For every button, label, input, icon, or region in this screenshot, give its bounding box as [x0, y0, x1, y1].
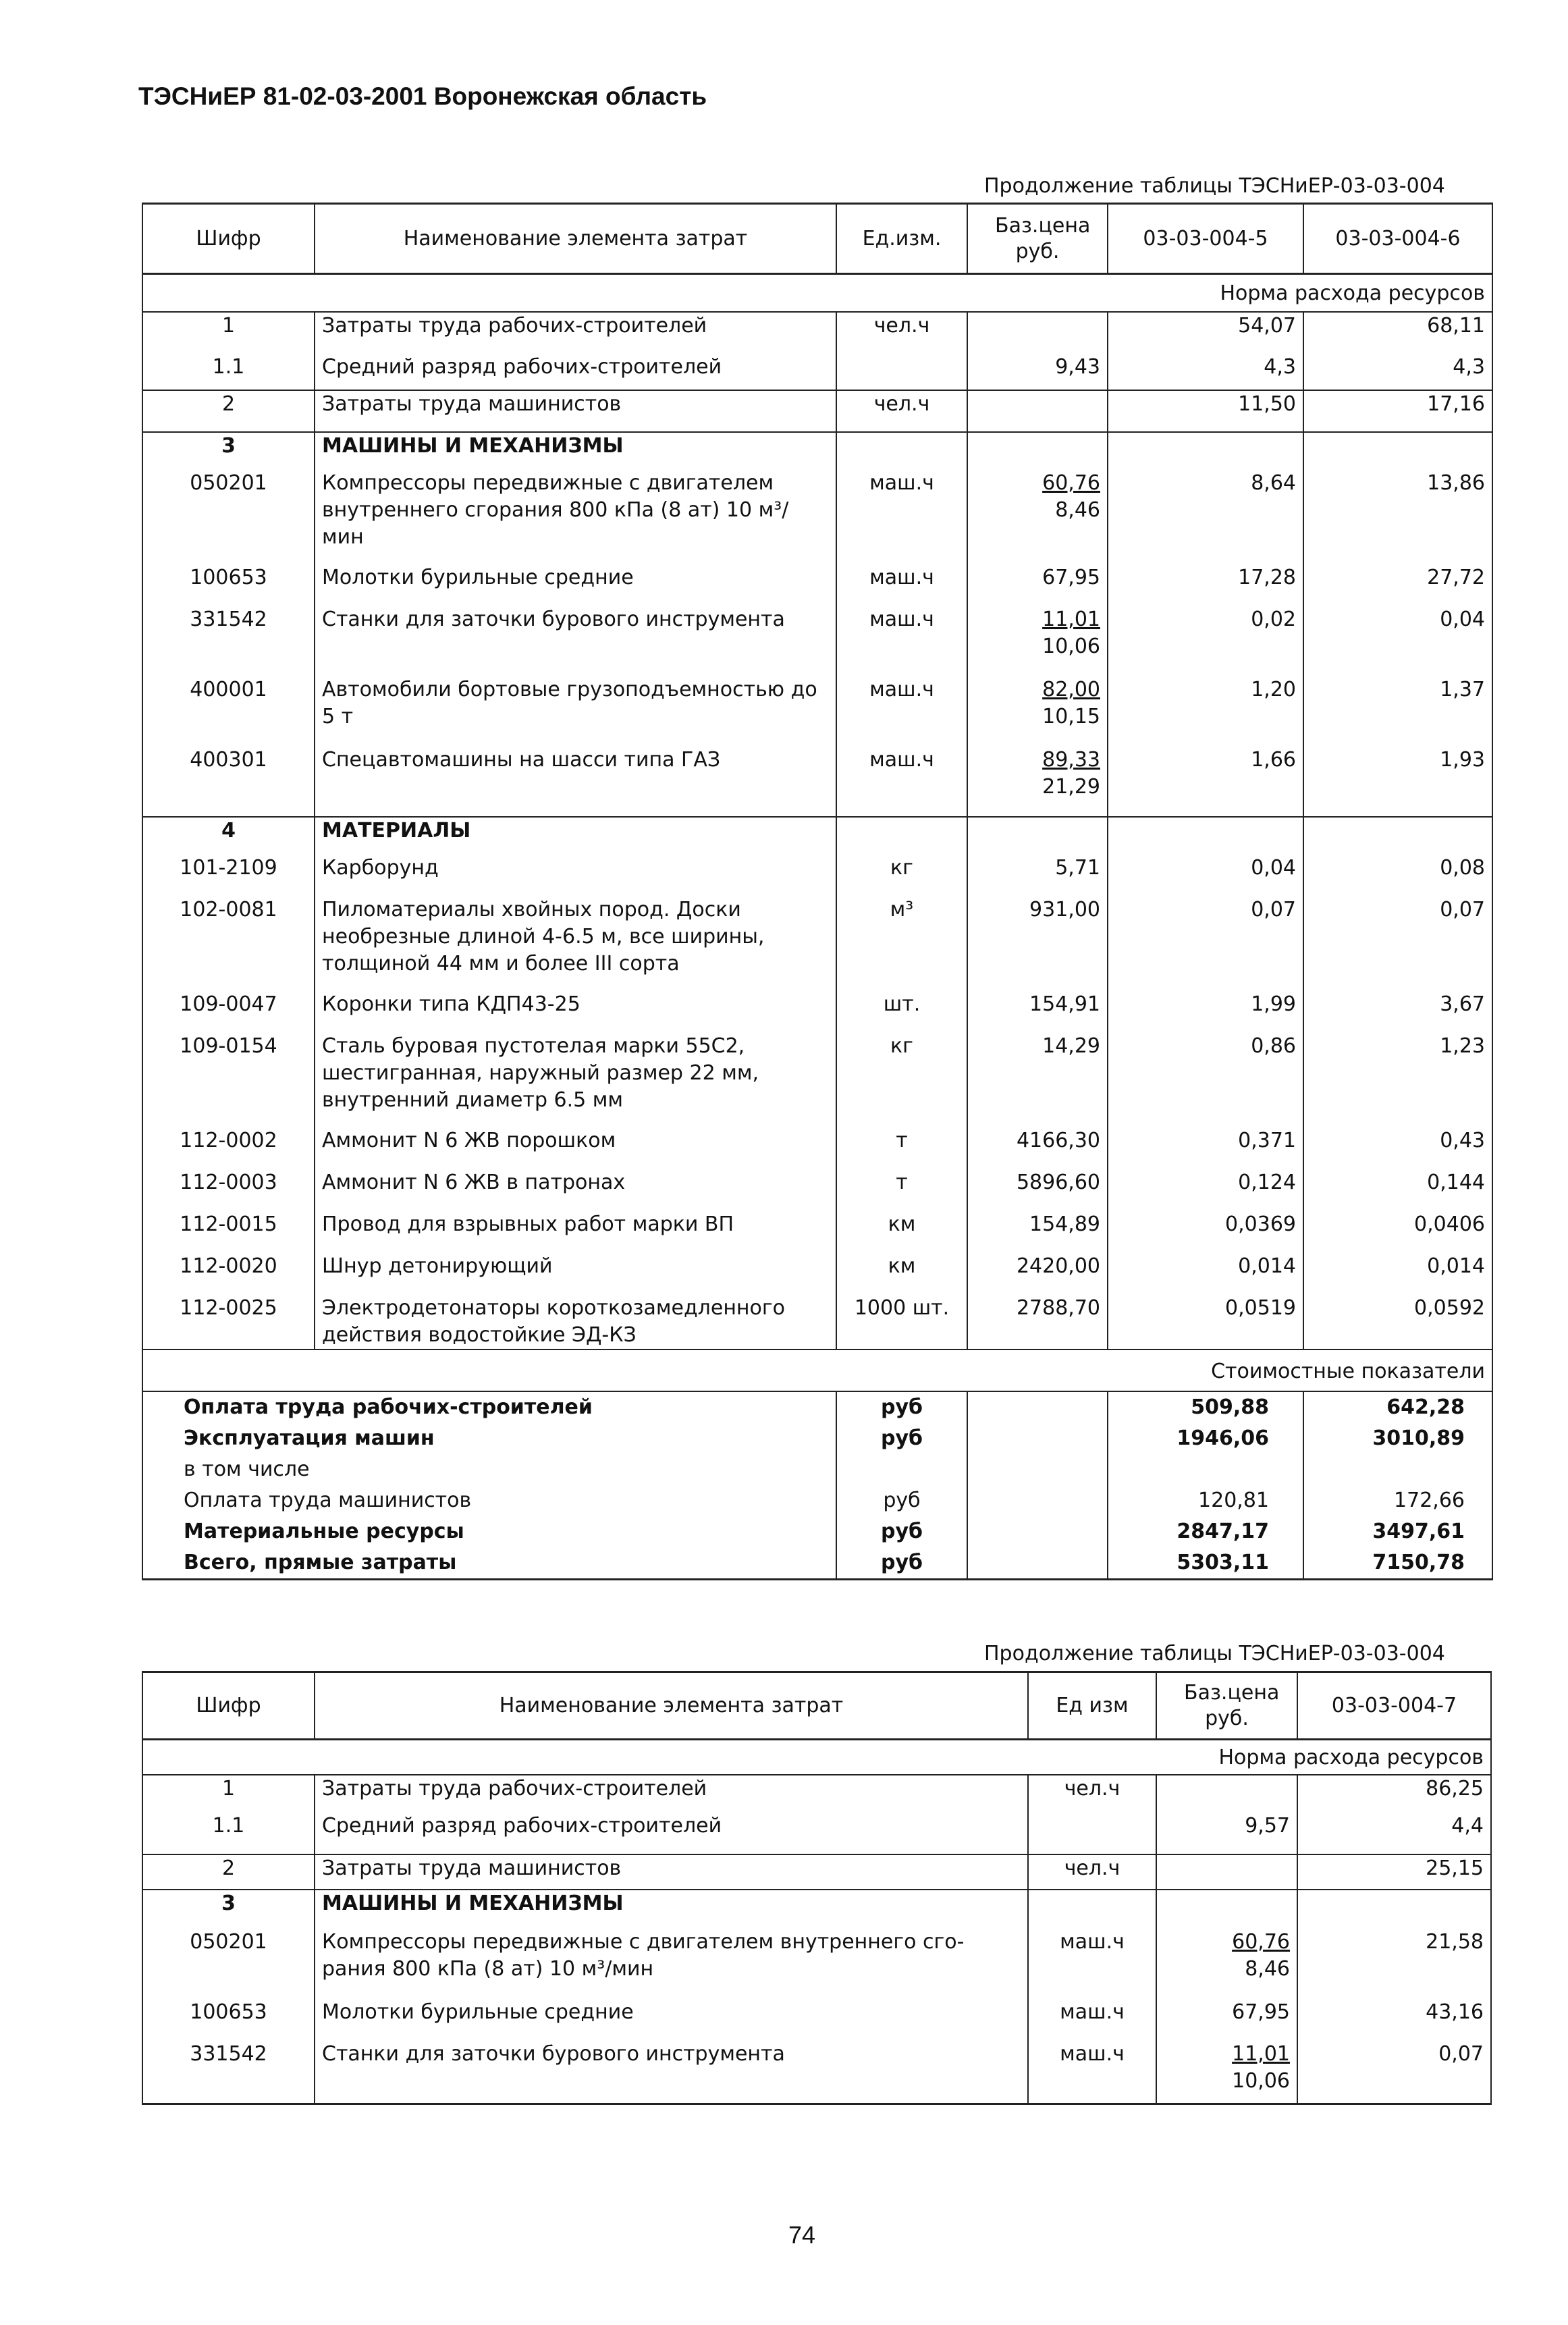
cost-label: Стоимостные показатели — [142, 1349, 1492, 1391]
cost-unit: руб — [836, 1423, 967, 1454]
base-price: 2420,00 — [1016, 1254, 1100, 1278]
norm-value-v6: 0,07 — [1303, 897, 1492, 991]
resource-name: Аммонит N 6 ЖВ порошком — [315, 1127, 836, 1169]
resource-name: Карборунд — [315, 855, 836, 897]
resource-name: Станки для заточки бурового инструмента — [315, 2041, 1028, 2104]
base-price-cell — [967, 897, 1108, 991]
resource-name: Коронки типа КДП43-25 — [315, 991, 836, 1033]
table-row — [142, 1775, 1491, 1813]
cost-value-5: 1946,06 — [1108, 1423, 1303, 1454]
table-row — [142, 354, 1492, 390]
base-price: 11,01 — [1232, 2041, 1290, 2066]
page-number: 74 — [788, 2221, 816, 2249]
norm-value-v6 — [1303, 432, 1492, 470]
base-price: 67,95 — [1232, 2000, 1290, 2024]
norm-value-v6: 0,04 — [1303, 606, 1492, 676]
base-price-machinist: 10,06 — [1042, 634, 1100, 658]
norm-value-v5: 0,04 — [1108, 855, 1303, 897]
table-row — [142, 817, 1492, 855]
norm-label: Норма расхода ресурсов — [142, 1740, 1491, 1775]
col-header-03-03-004-6: 03-03-004-6 — [1303, 204, 1492, 274]
cost-value-6 — [1303, 1454, 1492, 1485]
norm-value-v6: 0,144 — [1303, 1169, 1492, 1211]
resource-name: Затраты труда машинистов — [315, 1854, 1028, 1890]
norm-value-v5: 0,371 — [1108, 1127, 1303, 1169]
document-title: ТЭСНиЕР 81-02-03-2001 Воронежская область — [138, 82, 707, 110]
norm-value-v5: 0,07 — [1108, 897, 1303, 991]
resource-unit: чел.ч — [1028, 1775, 1156, 1813]
resource-name: Затраты труда рабочих-строителей — [315, 312, 836, 354]
base-price-cell — [1156, 1890, 1297, 1929]
table-row — [142, 312, 1492, 354]
resource-code: 1 — [142, 312, 315, 354]
col-header-code: Шифр — [142, 1672, 315, 1740]
resource-name: МАШИНЫ И МЕХАНИЗМЫ — [315, 432, 836, 470]
cost-value-5: 5303,11 — [1108, 1547, 1303, 1580]
resource-code: 331542 — [142, 2041, 315, 2104]
norm-value-v6: 0,43 — [1303, 1127, 1492, 1169]
cost-label-text: Оплата труда машинистов — [142, 1485, 836, 1516]
norm-value-v5: 0,0369 — [1108, 1211, 1303, 1253]
cost-value-6: 3010,89 — [1303, 1423, 1492, 1454]
base-price-cell — [967, 470, 1108, 564]
base-price-cell — [967, 354, 1108, 390]
norm-value-v6 — [1303, 817, 1492, 855]
cost-row — [142, 1516, 1492, 1547]
base-price: 9,57 — [1245, 1813, 1290, 1838]
cost-empty — [967, 1547, 1108, 1580]
table-row — [142, 1929, 1491, 1999]
cost-value-6: 7150,78 — [1303, 1547, 1492, 1580]
resource-unit: маш.ч — [1028, 2041, 1156, 2104]
resource-code: 102-0081 — [142, 897, 315, 991]
base-price-cell — [1156, 1813, 1297, 1854]
base-price: 14,29 — [1042, 1034, 1100, 1058]
resource-table-2 — [142, 1671, 1492, 2105]
norm-value-v5: 1,20 — [1108, 676, 1303, 747]
cost-empty — [967, 1516, 1108, 1547]
resource-name: Автомобили бортовые грузоподъемностью до 5 т — [315, 676, 836, 747]
cost-unit: руб — [836, 1547, 967, 1580]
resource-unit: 1000 шт. — [836, 1295, 967, 1349]
table-row — [142, 676, 1492, 747]
resource-code: 1.1 — [142, 1813, 315, 1854]
cost-empty — [967, 1454, 1108, 1485]
base-price-cell — [967, 606, 1108, 676]
cost-unit — [836, 1454, 967, 1485]
resource-name: Электродетонаторы короткозамедленного действия водостойкие ЭД-КЗ — [315, 1295, 836, 1349]
table-row — [142, 1295, 1492, 1349]
norm-value-v6: 17,16 — [1303, 390, 1492, 432]
resource-name: Сталь буровая пустотелая марки 55С2, шестигранная, наружный размер 22 мм, внутренний диаметр 6.5 мм — [315, 1033, 836, 1127]
resource-code: 1.1 — [142, 354, 315, 390]
resource-name: Станки для заточки бурового инструмента — [315, 606, 836, 676]
resource-name: МАТЕРИАЛЫ — [315, 817, 836, 855]
resource-unit: маш.ч — [836, 676, 967, 747]
cost-empty — [967, 1485, 1108, 1516]
table-row — [142, 1169, 1492, 1211]
resource-code: 4 — [142, 817, 315, 855]
cost-empty — [967, 1423, 1108, 1454]
norm-value-v5: 0,86 — [1108, 1033, 1303, 1127]
base-price-machinist: 21,29 — [1042, 774, 1100, 799]
cost-row — [142, 1547, 1492, 1580]
col-header-name: Наименование элемента затрат — [315, 1672, 1028, 1740]
resource-unit: маш.ч — [836, 564, 967, 606]
base-price: 4166,30 — [1016, 1128, 1100, 1152]
col-header-base-price: Баз.цена руб. — [967, 204, 1108, 274]
resource-unit — [836, 354, 967, 390]
norm-value-v6: 0,014 — [1303, 1253, 1492, 1295]
table2-caption: Продолжение таблицы ТЭСНиЕР-03-03-004 — [984, 1642, 1445, 1665]
norm-value-v5: 54,07 — [1108, 312, 1303, 354]
resource-unit: км — [836, 1253, 967, 1295]
cost-row — [142, 1485, 1492, 1516]
table-row — [142, 432, 1492, 470]
resource-name: Средний разряд рабочих-строителей — [315, 1813, 1028, 1854]
cost-value-6: 172,66 — [1303, 1485, 1492, 1516]
cost-value-5: 120,81 — [1108, 1485, 1303, 1516]
col-header-code: Шифр — [142, 204, 315, 274]
cost-row — [142, 1391, 1492, 1423]
norm-value-v6: 3,67 — [1303, 991, 1492, 1033]
norm-label-row — [142, 1740, 1491, 1775]
resource-code: 1 — [142, 1775, 315, 1813]
table1-caption: Продолжение таблицы ТЭСНиЕР-03-03-004 — [984, 174, 1445, 198]
resource-code: 400001 — [142, 676, 315, 747]
table-row — [142, 564, 1492, 606]
cost-label-text: в том числе — [142, 1454, 836, 1485]
base-price-cell — [967, 817, 1108, 855]
cost-label-text: Оплата труда рабочих-строителей — [142, 1391, 836, 1423]
table-row — [142, 2041, 1491, 2104]
base-price-cell — [967, 1253, 1108, 1295]
norm-value-v6: 13,86 — [1303, 470, 1492, 564]
base-price-cell — [1156, 2041, 1297, 2104]
base-price: 5,71 — [1055, 855, 1100, 880]
base-price-cell — [1156, 1854, 1297, 1890]
resource-code: 101-2109 — [142, 855, 315, 897]
resource-name: Молотки бурильные средние — [315, 1999, 1028, 2041]
resource-code: 331542 — [142, 606, 315, 676]
resource-unit: маш.ч — [1028, 1999, 1156, 2041]
table-row — [142, 390, 1492, 432]
base-price-cell — [967, 991, 1108, 1033]
resource-unit: маш.ч — [1028, 1929, 1156, 1999]
resource-name: Провод для взрывных работ марки ВП — [315, 1211, 836, 1253]
norm-label: Норма расхода ресурсов — [142, 274, 1492, 312]
norm-value-v6: 0,0406 — [1303, 1211, 1492, 1253]
resource-unit: м³ — [836, 897, 967, 991]
table2-header-row — [142, 1672, 1491, 1740]
cost-value-5: 509,88 — [1108, 1391, 1303, 1423]
resource-code: 3 — [142, 1890, 315, 1929]
resource-unit: чел.ч — [836, 390, 967, 432]
resource-unit: кг — [836, 1033, 967, 1127]
norm-value-v7: 25,15 — [1297, 1854, 1491, 1890]
resource-unit: чел.ч — [836, 312, 967, 354]
cost-value-5 — [1108, 1454, 1303, 1485]
resource-name: Компрессоры передвижные с двигателем внутреннего сгорания 800 кПа (8 ат) 10 м³/мин — [315, 470, 836, 564]
resource-code: 112-0020 — [142, 1253, 315, 1295]
cost-value-6: 3497,61 — [1303, 1516, 1492, 1547]
base-price-cell — [967, 1033, 1108, 1127]
resource-name: Пиломатериалы хвойных пород. Доски необрезные длиной 4-6.5 м, все ширины, толщиной 44 мм и более III сорта — [315, 897, 836, 991]
base-price-cell — [967, 1211, 1108, 1253]
table-row — [142, 1999, 1491, 2041]
base-price-cell — [967, 676, 1108, 747]
resource-code: 112-0003 — [142, 1169, 315, 1211]
table1-header-row — [142, 204, 1492, 274]
resource-unit: т — [836, 1127, 967, 1169]
table2-body — [142, 1775, 1491, 2104]
norm-value-v7: 43,16 — [1297, 1999, 1491, 2041]
col-header-name: Наименование элемента затрат — [315, 204, 836, 274]
resource-unit: маш.ч — [836, 606, 967, 676]
resource-code: 112-0025 — [142, 1295, 315, 1349]
base-price-cell — [967, 432, 1108, 470]
base-price-cell — [1156, 1929, 1297, 1999]
norm-value-v7: 0,07 — [1297, 2041, 1491, 2104]
table-row — [142, 470, 1492, 564]
col-header-unit: Ед изм — [1028, 1672, 1156, 1740]
cost-value-5: 2847,17 — [1108, 1516, 1303, 1547]
col-header-03-03-004-7: 03-03-004-7 — [1297, 1672, 1491, 1740]
resource-unit: чел.ч — [1028, 1854, 1156, 1890]
resource-unit — [1028, 1813, 1156, 1854]
table1-costs — [142, 1391, 1492, 1580]
cost-unit: руб — [836, 1391, 967, 1423]
base-price-cell — [967, 564, 1108, 606]
norm-value-v6: 4,3 — [1303, 354, 1492, 390]
norm-value-v5: 1,99 — [1108, 991, 1303, 1033]
resource-unit: т — [836, 1169, 967, 1211]
resource-name: Спецавтомашины на шасси типа ГАЗ — [315, 747, 836, 817]
base-price: 154,91 — [1029, 992, 1100, 1016]
base-price-cell — [967, 312, 1108, 354]
resource-unit — [836, 432, 967, 470]
table-row — [142, 1890, 1491, 1929]
norm-value-v6: 0,0592 — [1303, 1295, 1492, 1349]
resource-name: Затраты труда рабочих-строителей — [315, 1775, 1028, 1813]
norm-value-v5: 0,02 — [1108, 606, 1303, 676]
norm-value-v5: 11,50 — [1108, 390, 1303, 432]
resource-unit: кг — [836, 855, 967, 897]
cost-value-6: 642,28 — [1303, 1391, 1492, 1423]
cost-unit: руб — [836, 1516, 967, 1547]
resource-name: Затраты труда машинистов — [315, 390, 836, 432]
base-price-cell — [967, 390, 1108, 432]
cost-row — [142, 1423, 1492, 1454]
norm-value-v5 — [1108, 432, 1303, 470]
resource-unit — [1028, 1890, 1156, 1929]
base-price: 11,01 — [1042, 607, 1100, 631]
table-row — [142, 897, 1492, 991]
base-price-cell — [967, 747, 1108, 817]
base-price: 60,76 — [1232, 1929, 1290, 1954]
cost-unit: руб — [836, 1485, 967, 1516]
base-price-cell — [967, 1295, 1108, 1349]
base-price: 9,43 — [1055, 354, 1100, 379]
norm-value-v7: 4,4 — [1297, 1813, 1491, 1854]
norm-value-v5: 0,124 — [1108, 1169, 1303, 1211]
table-row — [142, 1211, 1492, 1253]
col-header-03-03-004-5: 03-03-004-5 — [1108, 204, 1303, 274]
cost-label-text: Всего, прямые затраты — [142, 1547, 836, 1580]
base-price-machinist: 10,15 — [1042, 704, 1100, 728]
norm-value-v6: 1,37 — [1303, 676, 1492, 747]
norm-value-v5: 4,3 — [1108, 354, 1303, 390]
table-row — [142, 606, 1492, 676]
resource-code: 050201 — [142, 470, 315, 564]
table-row — [142, 1813, 1491, 1854]
resource-code: 400301 — [142, 747, 315, 817]
base-price-machinist: 10,06 — [1232, 2068, 1290, 2093]
norm-value-v6: 68,11 — [1303, 312, 1492, 354]
col-header-unit: Ед.изм. — [836, 204, 967, 274]
norm-value-v6: 0,08 — [1303, 855, 1492, 897]
norm-value-v5 — [1108, 817, 1303, 855]
base-price-machinist: 8,46 — [1055, 498, 1100, 522]
norm-value-v7: 86,25 — [1297, 1775, 1491, 1813]
table-row — [142, 747, 1492, 817]
resource-unit — [836, 817, 967, 855]
base-price: 82,00 — [1042, 677, 1100, 701]
resource-name: МАШИНЫ И МЕХАНИЗМЫ — [315, 1890, 1028, 1929]
base-price-machinist: 8,46 — [1245, 1956, 1290, 1981]
resource-code: 2 — [142, 1854, 315, 1890]
resource-code: 100653 — [142, 564, 315, 606]
norm-label-row — [142, 274, 1492, 312]
base-price-cell — [967, 1127, 1108, 1169]
resource-unit: маш.ч — [836, 747, 967, 817]
norm-value-v7 — [1297, 1890, 1491, 1929]
norm-value-v6: 1,93 — [1303, 747, 1492, 817]
base-price: 2788,70 — [1016, 1295, 1100, 1320]
resource-unit: шт. — [836, 991, 967, 1033]
base-price: 60,76 — [1042, 471, 1100, 495]
resource-unit: маш.ч — [836, 470, 967, 564]
resource-name: Средний разряд рабочих-строителей — [315, 354, 836, 390]
norm-value-v6: 27,72 — [1303, 564, 1492, 606]
table-row — [142, 1854, 1491, 1890]
cost-empty — [967, 1391, 1108, 1423]
resource-code: 112-0002 — [142, 1127, 315, 1169]
norm-value-v5: 0,014 — [1108, 1253, 1303, 1295]
resource-table-1 — [142, 203, 1493, 1580]
norm-value-v5: 0,0519 — [1108, 1295, 1303, 1349]
table-row — [142, 1127, 1492, 1169]
cost-label-text: Материальные ресурсы — [142, 1516, 836, 1547]
resource-unit: км — [836, 1211, 967, 1253]
resource-code: 2 — [142, 390, 315, 432]
base-price: 89,33 — [1042, 747, 1100, 772]
resource-name: Компрессоры передвижные с двигателем внутреннего сго-рания 800 кПа (8 ат) 10 м³/мин — [315, 1929, 1028, 1999]
resource-code: 050201 — [142, 1929, 315, 1999]
table-row — [142, 855, 1492, 897]
resource-code: 100653 — [142, 1999, 315, 2041]
resource-name: Шнур детонирующий — [315, 1253, 836, 1295]
norm-value-v5: 17,28 — [1108, 564, 1303, 606]
norm-value-v5: 1,66 — [1108, 747, 1303, 817]
table1-body — [142, 312, 1492, 1349]
base-price: 5896,60 — [1016, 1170, 1100, 1194]
norm-value-v6: 1,23 — [1303, 1033, 1492, 1127]
resource-name: Молотки бурильные средние — [315, 564, 836, 606]
base-price: 67,95 — [1042, 565, 1100, 589]
resource-code: 112-0015 — [142, 1211, 315, 1253]
base-price: 154,89 — [1029, 1212, 1100, 1236]
col-header-base-price: Баз.цена руб. — [1156, 1672, 1297, 1740]
resource-name: Аммонит N 6 ЖВ в патронах — [315, 1169, 836, 1211]
table-row — [142, 1253, 1492, 1295]
table-row — [142, 1033, 1492, 1127]
base-price-cell — [1156, 1999, 1297, 2041]
cost-row — [142, 1454, 1492, 1485]
cost-label-row — [142, 1349, 1492, 1391]
resource-code: 109-0047 — [142, 991, 315, 1033]
table-row — [142, 991, 1492, 1033]
base-price-cell — [967, 855, 1108, 897]
resource-code: 109-0154 — [142, 1033, 315, 1127]
base-price: 931,00 — [1029, 897, 1100, 921]
base-price-cell — [1156, 1775, 1297, 1813]
base-price-cell — [967, 1169, 1108, 1211]
cost-label-text: Эксплуатация машин — [142, 1423, 836, 1454]
resource-code: 3 — [142, 432, 315, 470]
norm-value-v7: 21,58 — [1297, 1929, 1491, 1999]
norm-value-v5: 8,64 — [1108, 470, 1303, 564]
